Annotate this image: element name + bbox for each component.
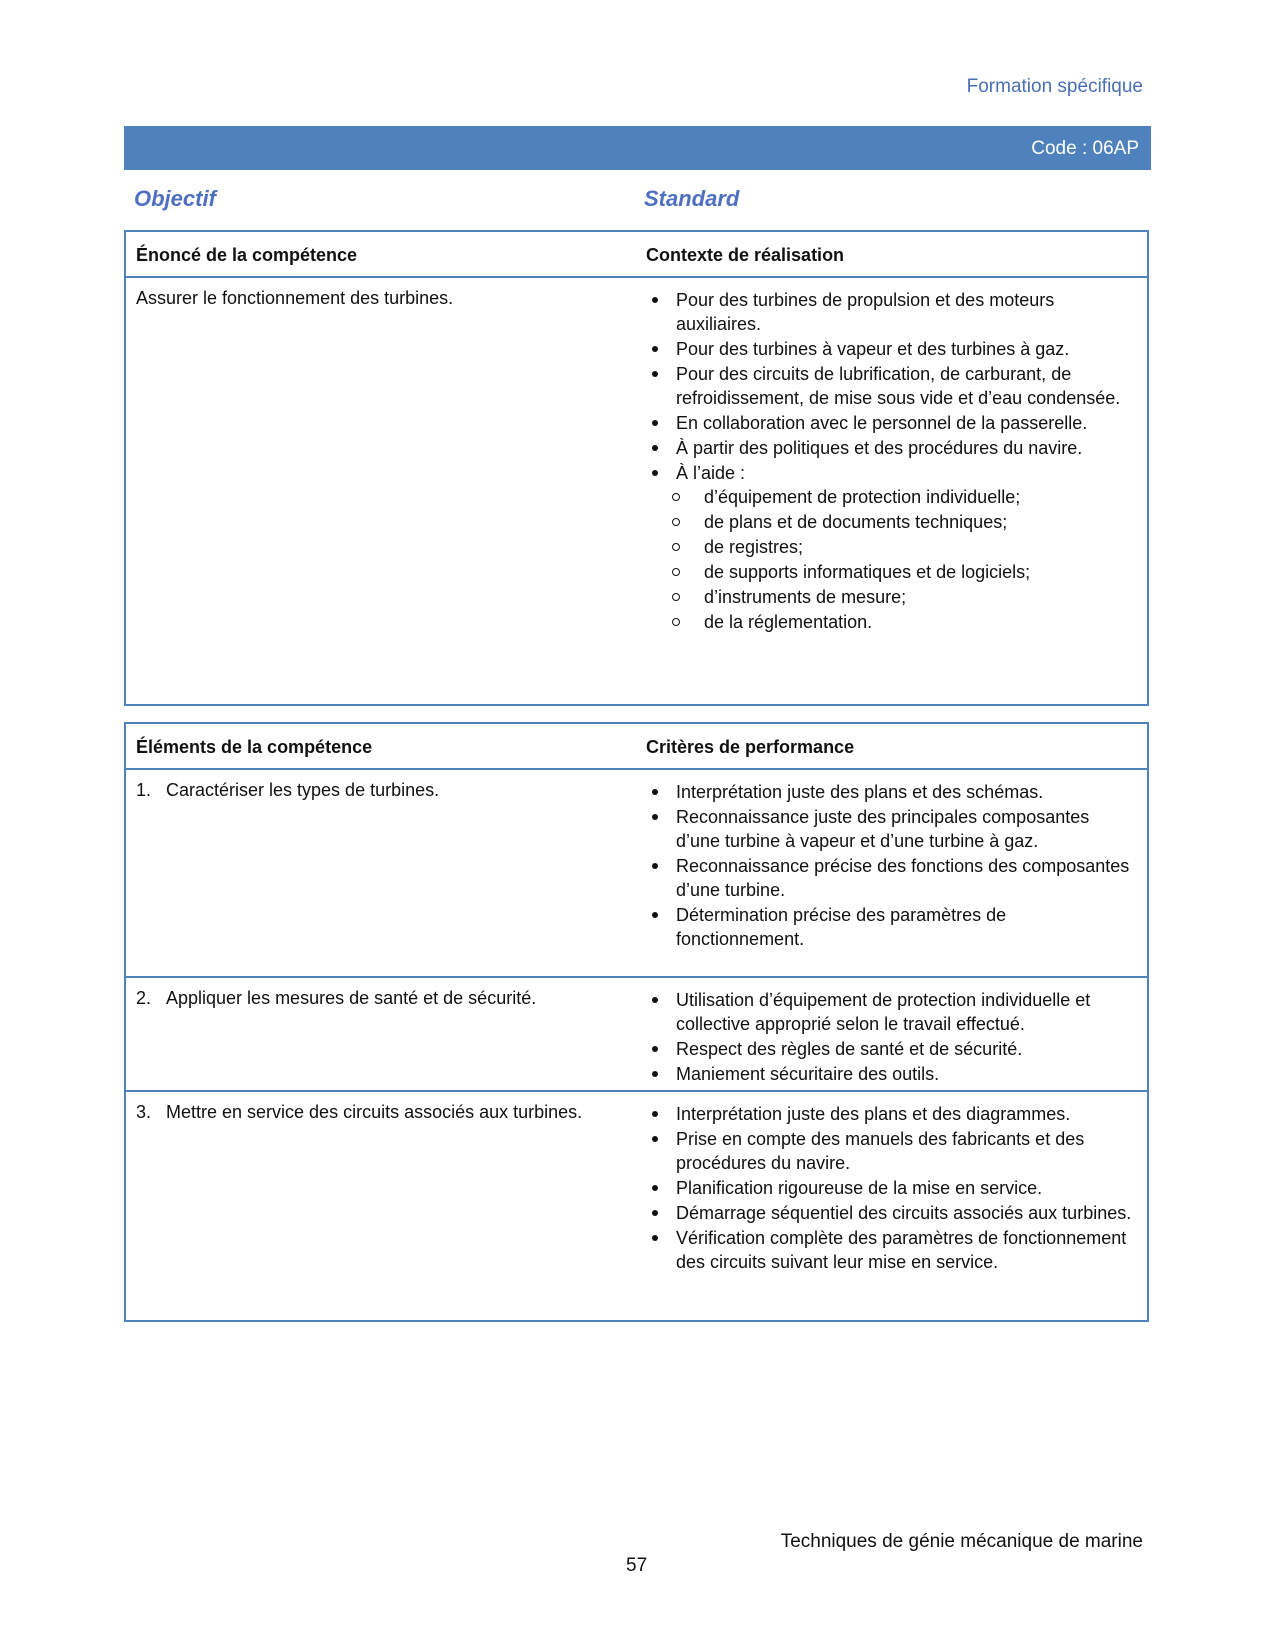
- elements-table: [124, 722, 1149, 1322]
- context-item: En collaboration avec le personnel de la passerelle.: [646, 411, 1136, 435]
- criterion-item: Détermination précise des paramètres de fonctionnement.: [646, 903, 1136, 951]
- criterion-item: Prise en compte des manuels des fabricants et des procédures du navire.: [646, 1127, 1136, 1175]
- criterion-item: Maniement sécuritaire des outils.: [646, 1062, 1136, 1086]
- element-item: [136, 778, 616, 802]
- element-item: [136, 986, 616, 1010]
- criteria-header: Critères de performance: [646, 737, 855, 757]
- program-footer: Techniques de génie mécanique de marine: [780, 1531, 1143, 1552]
- criterion-item: Planification rigoureuse de la mise en service.: [646, 1176, 1136, 1200]
- context-subitem: de la réglementation.: [646, 610, 1136, 634]
- criterion-item: Reconnaissance juste des principales composantes d’une turbine à vapeur et d’une turbine à gaz.: [646, 805, 1136, 853]
- criterion-item: Interprétation juste des plans et des diagrammes.: [646, 1102, 1136, 1126]
- element-number: 3.: [136, 1102, 152, 1122]
- criterion-item: Utilisation d’équipement de protection individuelle et collective approprié selon le travail effectué.: [646, 988, 1136, 1036]
- context-item: [646, 461, 1136, 634]
- competence-statement: Assurer le fonctionnement des turbines.: [136, 288, 454, 308]
- objective-title: Objectif: [134, 186, 216, 211]
- context-subitem: de registres;: [646, 535, 1136, 559]
- criteria-list: [646, 988, 1136, 1087]
- criterion-item: Vérification complète des paramètres de fonctionnement des circuits suivant leur mise en service.: [646, 1226, 1136, 1274]
- context-header: Contexte de réalisation: [646, 245, 845, 265]
- element-text: Appliquer les mesures de santé et de sécurité.: [166, 988, 537, 1008]
- element-text: Mettre en service des circuits associés aux turbines.: [166, 1102, 583, 1122]
- criterion-item: Respect des règles de santé et de sécurité.: [646, 1037, 1136, 1061]
- context-list: [646, 288, 1136, 635]
- criteria-list: [646, 780, 1136, 952]
- element-number: 1.: [136, 780, 152, 800]
- context-item: Pour des turbines de propulsion et des moteurs auxiliaires.: [646, 288, 1136, 336]
- criteria-list: [646, 1102, 1136, 1275]
- program-code: Code : 06AP: [1031, 138, 1139, 159]
- element-row: [126, 770, 1147, 976]
- elements-header-row: [126, 724, 1147, 770]
- element-row: [126, 1090, 1147, 1322]
- context-item: Pour des turbines à vapeur et des turbines à gaz.: [646, 337, 1136, 361]
- criterion-item: Reconnaissance précise des fonctions des composantes d’une turbine.: [646, 854, 1136, 902]
- criterion-item: Interprétation juste des plans et des schémas.: [646, 780, 1136, 804]
- elements-header: Éléments de la compétence: [136, 737, 373, 757]
- context-item: Pour des circuits de lubrification, de carburant, de refroidissement, de mise sous vide et d’eau condensée.: [646, 362, 1136, 410]
- page-number: 57: [626, 1555, 648, 1576]
- context-subitem: de supports informatiques et de logiciels;: [646, 560, 1136, 584]
- context-item-label: À l’aide :: [676, 463, 746, 483]
- context-item: À partir des politiques et des procédures du navire.: [646, 436, 1136, 460]
- criterion-item: Démarrage séquentiel des circuits associés aux turbines.: [646, 1201, 1136, 1225]
- element-text: Caractériser les types de turbines.: [166, 780, 440, 800]
- context-subitem: de plans et de documents techniques;: [646, 510, 1136, 534]
- context-subitem: d’instruments de mesure;: [646, 585, 1136, 609]
- context-subitem: d’équipement de protection individuelle;: [646, 485, 1136, 509]
- competence-row: [126, 278, 1147, 706]
- competence-table: [124, 230, 1149, 706]
- competence-header-row: [126, 232, 1147, 278]
- code-bar: [124, 126, 1151, 170]
- element-row: [126, 976, 1147, 1090]
- section-header: Formation spécifique: [966, 76, 1143, 97]
- statement-header: Énoncé de la compétence: [136, 245, 358, 265]
- standard-title: Standard: [644, 186, 740, 211]
- element-item: [136, 1100, 616, 1124]
- context-sublist: [646, 485, 1136, 634]
- element-number: 2.: [136, 988, 152, 1008]
